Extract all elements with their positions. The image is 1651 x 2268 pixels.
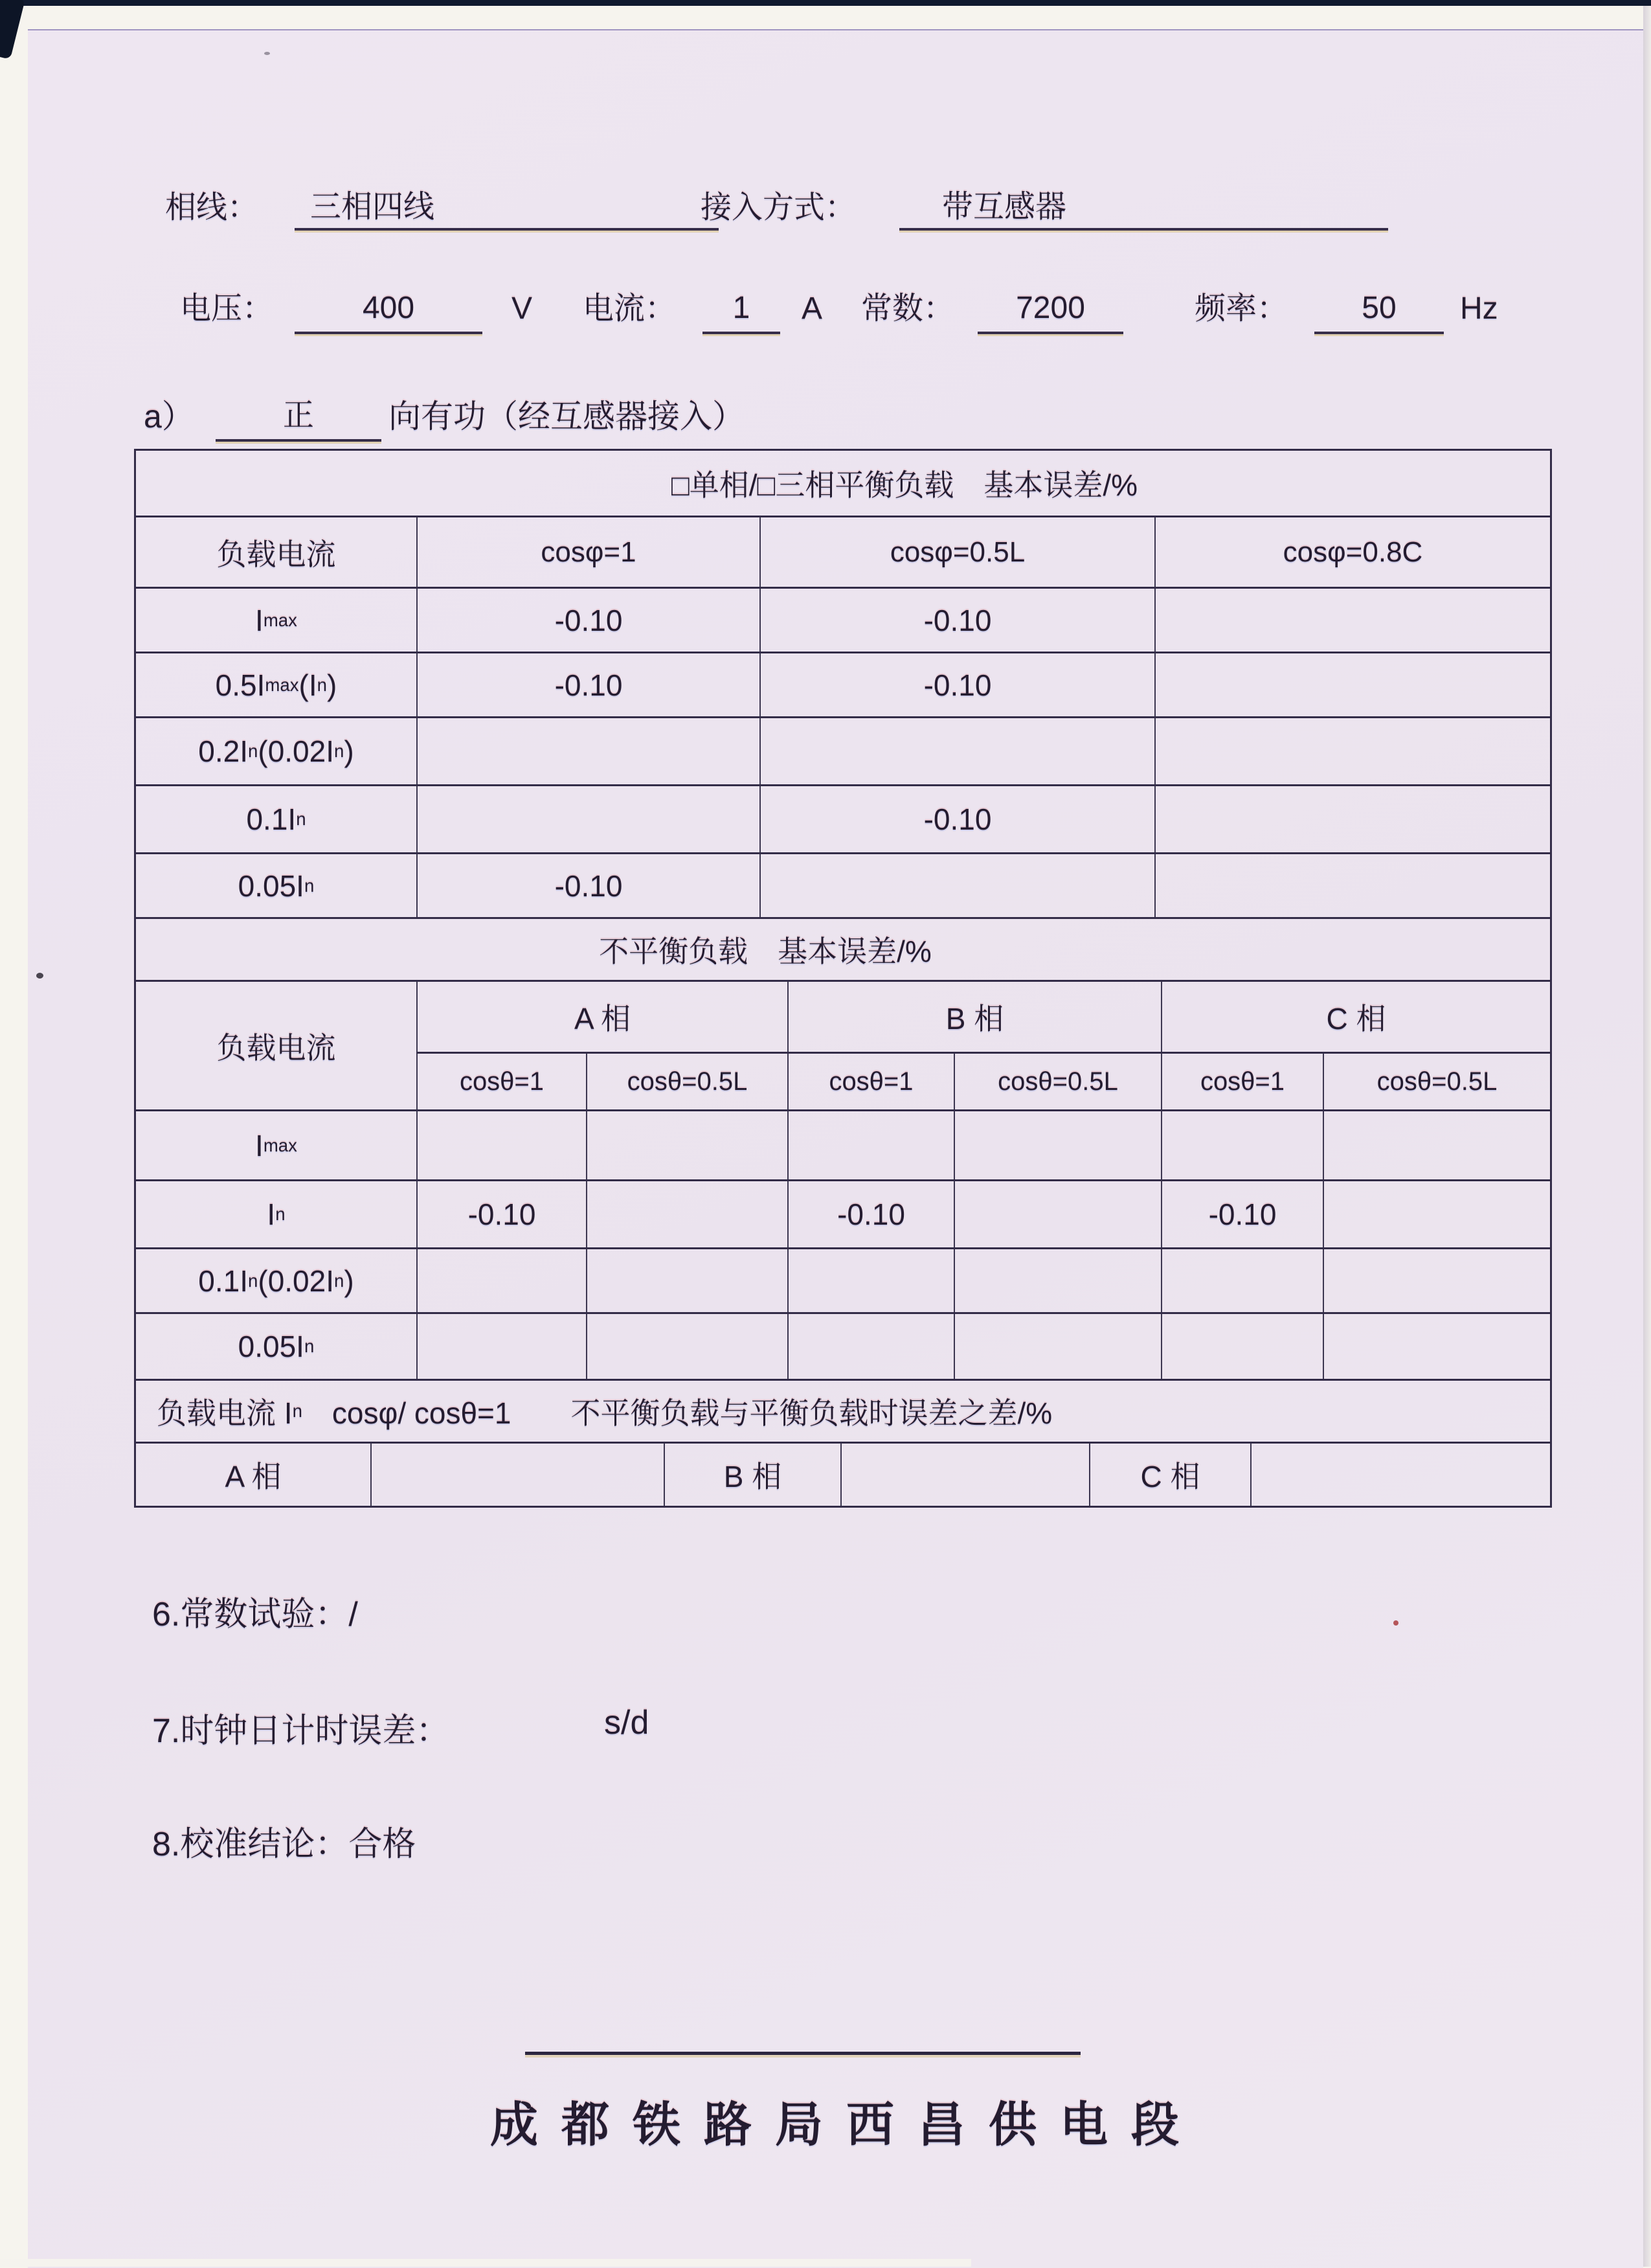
- subheader-B-costheta-05L: cosθ=0.5L: [954, 1054, 1161, 1109]
- cell-value: [1161, 1314, 1323, 1379]
- scanner-corner-shadow: [0, 0, 25, 60]
- voltage-unit: V: [511, 291, 533, 326]
- col-header-cosphi-08C: cosφ=0.8C: [1154, 517, 1550, 587]
- col-header-load-current: 负载电流: [216, 1030, 336, 1065]
- row-label: 0.05I n: [238, 1330, 315, 1363]
- phase-header-A: A 相: [416, 982, 787, 1052]
- table-row: [136, 652, 1550, 716]
- cell-value: [586, 1111, 787, 1179]
- balanced-header-row: [136, 516, 1550, 587]
- cell-value: [787, 1249, 954, 1312]
- item-conclusion: 8.校准结论：合格: [152, 1826, 416, 1863]
- unbalanced-table-title: [136, 919, 1550, 980]
- frequency-unit: Hz: [1460, 291, 1498, 326]
- col-header-cosphi-05L: cosφ=0.5L: [759, 517, 1154, 587]
- table-row: [136, 716, 1550, 784]
- error-test-table: [134, 449, 1552, 1508]
- unbalanced-header-block: [136, 980, 1550, 1109]
- cell-value: -0.10: [759, 653, 1154, 716]
- cell-value: -0.10: [416, 1181, 586, 1247]
- cell-value: [416, 1111, 586, 1179]
- diff-phase-A-label: A 相: [225, 1460, 282, 1493]
- subheader-A-costheta-05L: cosθ=0.5L: [586, 1054, 787, 1109]
- diff-phase-B-label: B 相: [664, 1444, 840, 1506]
- cell-value: [954, 1181, 1161, 1247]
- table-row: [136, 1109, 1550, 1179]
- row-label: 0.5I max (I n ): [215, 668, 337, 702]
- phase-line-label: 相线：: [165, 190, 259, 225]
- costheta-header-row: [416, 1052, 1550, 1109]
- phase-header-C: C 相: [1161, 982, 1550, 1052]
- cell-value: [1323, 1249, 1550, 1312]
- cell-value: [1154, 786, 1550, 852]
- phase-header-B: B 相: [787, 982, 1161, 1052]
- cell-value: [1161, 1111, 1323, 1179]
- table-row: [136, 587, 1550, 652]
- cell-value: [416, 718, 759, 784]
- cell-value: [1323, 1314, 1550, 1379]
- row-label: I max: [255, 603, 297, 637]
- row-label: I n: [267, 1197, 286, 1231]
- connection-value: 带互感器: [899, 187, 1388, 231]
- row-label: 0.2I n (0.02I n ): [198, 734, 354, 768]
- table-row: [136, 1312, 1550, 1379]
- diff-phase-A-value: [370, 1444, 664, 1506]
- cell-value: [1154, 589, 1550, 652]
- cell-value: -0.10: [759, 589, 1154, 652]
- table-row: [136, 1179, 1550, 1247]
- frequency-value: 50: [1314, 288, 1444, 334]
- row-label: I max: [255, 1128, 297, 1162]
- cell-value: [586, 1314, 787, 1379]
- unbalanced-title-text: 不平衡负载 基本误差/%: [599, 935, 932, 968]
- cell-value: [1154, 653, 1550, 716]
- cell-value: [1161, 1249, 1323, 1312]
- cell-value: [954, 1249, 1161, 1312]
- cell-value: [1323, 1181, 1550, 1247]
- cell-value: -0.10: [787, 1181, 954, 1247]
- scan-speck: [1393, 1620, 1398, 1626]
- scanner-edge-strip: [0, 0, 1651, 6]
- col-header-load-current: 负载电流: [216, 537, 336, 571]
- connection-label: 接入方式：: [701, 190, 857, 225]
- table-row: [136, 1247, 1550, 1312]
- cell-value: [1154, 718, 1550, 784]
- row-label: 0.1I n (0.02I n ): [198, 1264, 354, 1298]
- voltage-value: 400: [295, 288, 482, 334]
- section-a-prefix: a）: [144, 398, 194, 435]
- cell-value: [1154, 854, 1550, 917]
- cell-value: -0.10: [759, 786, 1154, 852]
- balanced-title-row: [136, 451, 1550, 516]
- difference-statement: 负载电流 I n cosφ/ cosθ=1 不平衡负载与平衡负载时误差之差/%: [157, 1396, 1053, 1430]
- cell-value: -0.10: [416, 653, 759, 716]
- current-value: 1: [702, 288, 780, 334]
- row-label: 0.1I n: [246, 802, 306, 836]
- voltage-label: 电压：: [180, 291, 274, 326]
- current-label: 电流：: [583, 291, 677, 326]
- cell-value: [759, 718, 1154, 784]
- col-header-cosphi-1: cosφ=1: [416, 517, 759, 587]
- table-row: [136, 852, 1550, 917]
- phase-difference-row: [136, 1442, 1550, 1506]
- cell-value: [759, 854, 1154, 917]
- cell-value: [1323, 1111, 1550, 1179]
- cell-value: [586, 1249, 787, 1312]
- subheader-C-costheta-05L: cosθ=0.5L: [1323, 1054, 1550, 1109]
- cell-value: [416, 1249, 586, 1312]
- direction-value: 正: [216, 395, 381, 442]
- cell-value: [787, 1314, 954, 1379]
- balanced-title-text: □单相/□三相平衡负载 基本误差/%: [671, 468, 1138, 502]
- phase-header-row: [416, 982, 1550, 1052]
- item-clock-error-label: 7.时钟日计时误差：: [152, 1712, 450, 1750]
- phase-line-value: 三相四线: [295, 187, 719, 231]
- cell-value: -0.10: [416, 589, 759, 652]
- unbalanced-title-row: [136, 917, 1550, 980]
- item-clock-error-unit: s/d: [604, 1704, 649, 1741]
- footer-rule: [525, 2052, 1081, 2055]
- cell-value: [416, 786, 759, 852]
- frequency-label: 频率：: [1195, 291, 1288, 326]
- constant-value: 7200: [978, 288, 1123, 334]
- item-constant-test: 6.常数试验：/: [152, 1596, 358, 1633]
- section-a-suffix: 向有功（经互感器接入）: [388, 398, 745, 435]
- cell-value: [954, 1111, 1161, 1179]
- current-unit: A: [802, 291, 823, 326]
- diff-phase-B-value: [840, 1444, 1089, 1506]
- cell-value: [416, 1314, 586, 1379]
- constant-label: 常数：: [861, 291, 955, 326]
- diff-phase-C-value: [1250, 1444, 1550, 1506]
- scan-speck: [36, 973, 43, 979]
- scan-speck: [264, 52, 270, 55]
- subheader-A-costheta-1: cosθ=1: [416, 1054, 586, 1109]
- cell-value: [954, 1314, 1161, 1379]
- subheader-B-costheta-1: cosθ=1: [787, 1054, 954, 1109]
- page-right-edge: [1643, 6, 1651, 2267]
- difference-statement-row: [136, 1379, 1550, 1442]
- balanced-table-title: [136, 451, 1550, 516]
- page-bottom-margin: [0, 2259, 971, 2267]
- cell-value: -0.10: [1161, 1181, 1323, 1247]
- diff-phase-C-label: C 相: [1089, 1444, 1250, 1506]
- row-label: 0.05I n: [238, 868, 315, 903]
- cell-value: [787, 1111, 954, 1179]
- cell-value: [586, 1181, 787, 1247]
- phase-header-stack: [416, 982, 1550, 1109]
- table-row: [136, 784, 1550, 852]
- cell-value: -0.10: [416, 854, 759, 917]
- footer-organization: 成都铁路局西昌供电段: [490, 2098, 1202, 2151]
- subheader-C-costheta-1: cosθ=1: [1161, 1054, 1323, 1109]
